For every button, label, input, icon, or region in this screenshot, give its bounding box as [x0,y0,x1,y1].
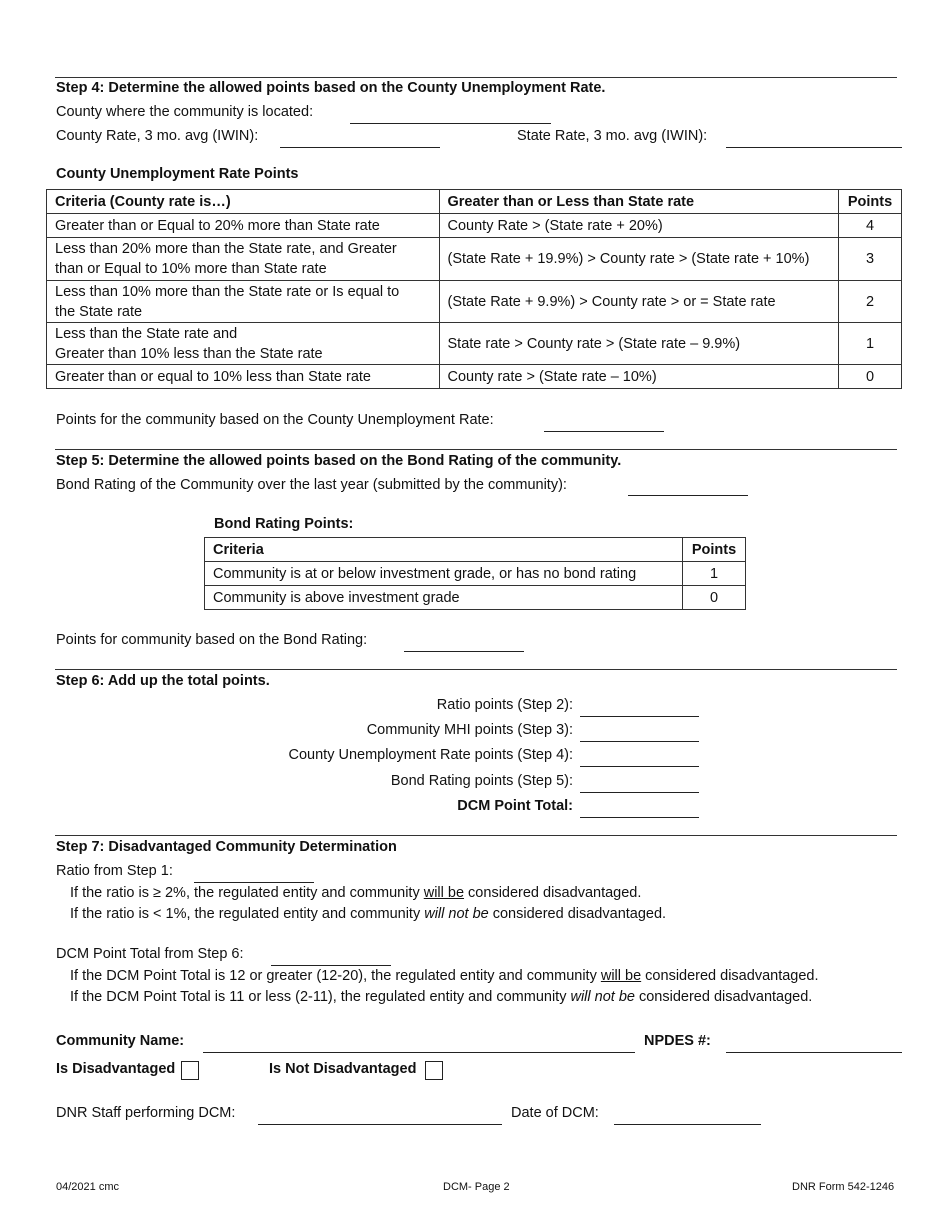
step4-heading: Step 4: Determine the allowed points based on the County Unemployment Rate. [56,80,606,96]
criteria-cell: Less than 10% more than the State rate or Is equal to the State rate [47,281,440,323]
mhi-points-label: Community MHI points (Step 3): [366,722,573,738]
section-divider [55,449,897,450]
is-disadvantaged-checkbox[interactable] [181,1061,199,1080]
date-input[interactable] [614,1124,761,1125]
npdes-label: NPDES #: [644,1033,711,1049]
points-cell: 0 [838,365,901,389]
table-row [205,586,746,610]
date-label: Date of DCM: [511,1105,599,1121]
table-row [205,562,746,586]
section-divider [55,669,897,670]
table-row [47,238,902,281]
compare-cell: (State Rate + 9.9%) > County rate > or = State rate [439,281,838,323]
footer-page-number: DCM- Page 2 [443,1181,510,1193]
is-not-disadvantaged-label: Is Not Disadvantaged [269,1061,417,1077]
unemployment-points-table [46,189,902,389]
dcm-rule-not-disadvantaged: If the DCM Point Total is 11 or less (2-11), the regulated entity and community will not be considered disadvantaged. [70,989,813,1005]
points-cell: 4 [838,214,901,238]
npdes-input[interactable] [726,1052,902,1053]
footer-form-number: DNR Form 542-1246 [792,1181,895,1193]
dcm-step6-label: DCM Point Total from Step 6: [56,946,244,962]
state-rate-input[interactable] [726,147,902,148]
county-input[interactable] [350,123,551,124]
table-row [47,214,902,238]
dnr-staff-label: DNR Staff performing DCM: [56,1105,236,1121]
section-divider [55,77,897,78]
points-cell: 2 [838,281,901,323]
table-row [47,323,902,365]
unemployment-points-label: Points for the community based on the County Unemployment Rate: [56,412,494,428]
step5-heading: Step 5: Determine the allowed points based on the Bond Rating of the community. [56,453,622,469]
ratio-rule-not-disadvantaged: If the ratio is < 1%, the regulated entity and community will not be considered disadvantaged. [70,906,667,922]
criteria-cell: Less than 20% more than the State rate, and Greater than or Equal to 10% more than State rate [47,238,440,281]
dnr-staff-input[interactable] [258,1124,502,1125]
dcm-rule-disadvantaged: If the DCM Point Total is 12 or greater (12-20), the regulated entity and community will be considered disadvantaged. [70,968,819,984]
points-cell: 0 [683,586,746,610]
footer-date-code: 04/2021 cmc [56,1181,119,1193]
table-header-row [47,190,902,214]
points-cell: 1 [683,562,746,586]
bond-table-title: Bond Rating Points: [214,516,354,532]
criteria-cell: Greater than or Equal to 20% more than State rate [47,214,440,238]
county-rate-label: County Rate, 3 mo. avg (IWIN): [56,128,259,144]
unemployment-step-points-label: County Unemployment Rate points (Step 4): [288,747,573,763]
compare-cell: County Rate > (State rate + 20%) [439,214,838,238]
compare-cell: (State Rate + 19.9%) > County rate > (State rate + 10%) [439,238,838,281]
compare-cell: County rate > (State rate – 10%) [439,365,838,389]
section-divider [55,835,897,836]
criteria-cell: Less than the State rate and Greater than 10% less than the State rate [47,323,440,365]
state-rate-label: State Rate, 3 mo. avg (IWIN): [517,128,708,144]
criteria-cell: Greater than or equal to 10% less than State rate [47,365,440,389]
column-header: Points [838,190,901,214]
column-header: Criteria [205,538,683,562]
bond-step-points-label: Bond Rating points (Step 5): [390,773,573,789]
step6-heading: Step 6: Add up the total points. [56,673,270,689]
bond-rating-label: Bond Rating of the Community over the last year (submitted by the community): [56,477,567,493]
points-cell: 1 [838,323,901,365]
criteria-cell: Community is above investment grade [205,586,683,610]
ratio-points-input[interactable] [580,716,699,717]
community-name-label: Community Name: [56,1033,185,1049]
ratio-step1-label: Ratio from Step 1: [56,863,173,879]
bond-points-input[interactable] [404,651,524,652]
points-cell: 3 [838,238,901,281]
unemployment-table-title: County Unemployment Rate Points [56,166,299,182]
table-row [47,281,902,323]
step7-heading: Step 7: Disadvantaged Community Determination [56,839,397,855]
bond-rating-input[interactable] [628,495,748,496]
community-name-input[interactable] [203,1052,635,1053]
column-header: Greater than or Less than State rate [439,190,838,214]
dcm-total-label: DCM Point Total: [457,798,573,814]
ratio-rule-disadvantaged: If the ratio is ≥ 2%, the regulated entity and community will be considered disadvantaged. [70,885,642,901]
ratio-points-label: Ratio points (Step 2): [436,697,573,713]
unemployment-step-points-input[interactable] [580,766,699,767]
bond-points-label: Points for community based on the Bond Rating: [56,632,368,648]
column-header: Criteria (County rate is…) [47,190,440,214]
compare-cell: State rate > County rate > (State rate – 9.9%) [439,323,838,365]
is-disadvantaged-label: Is Disadvantaged [56,1061,176,1077]
unemployment-points-input[interactable] [544,431,664,432]
ratio-step1-input[interactable] [194,882,314,883]
county-rate-input[interactable] [280,147,440,148]
bond-step-points-input[interactable] [580,792,699,793]
mhi-points-input[interactable] [580,741,699,742]
criteria-cell: Community is at or below investment grade, or has no bond rating [205,562,683,586]
dcm-step6-input[interactable] [271,965,391,966]
dcm-total-input[interactable] [580,817,699,818]
table-header-row [205,538,746,562]
is-not-disadvantaged-checkbox[interactable] [425,1061,443,1080]
column-header: Points [683,538,746,562]
bond-points-table [204,537,746,610]
table-row [47,365,902,389]
county-label: County where the community is located: [56,104,314,120]
